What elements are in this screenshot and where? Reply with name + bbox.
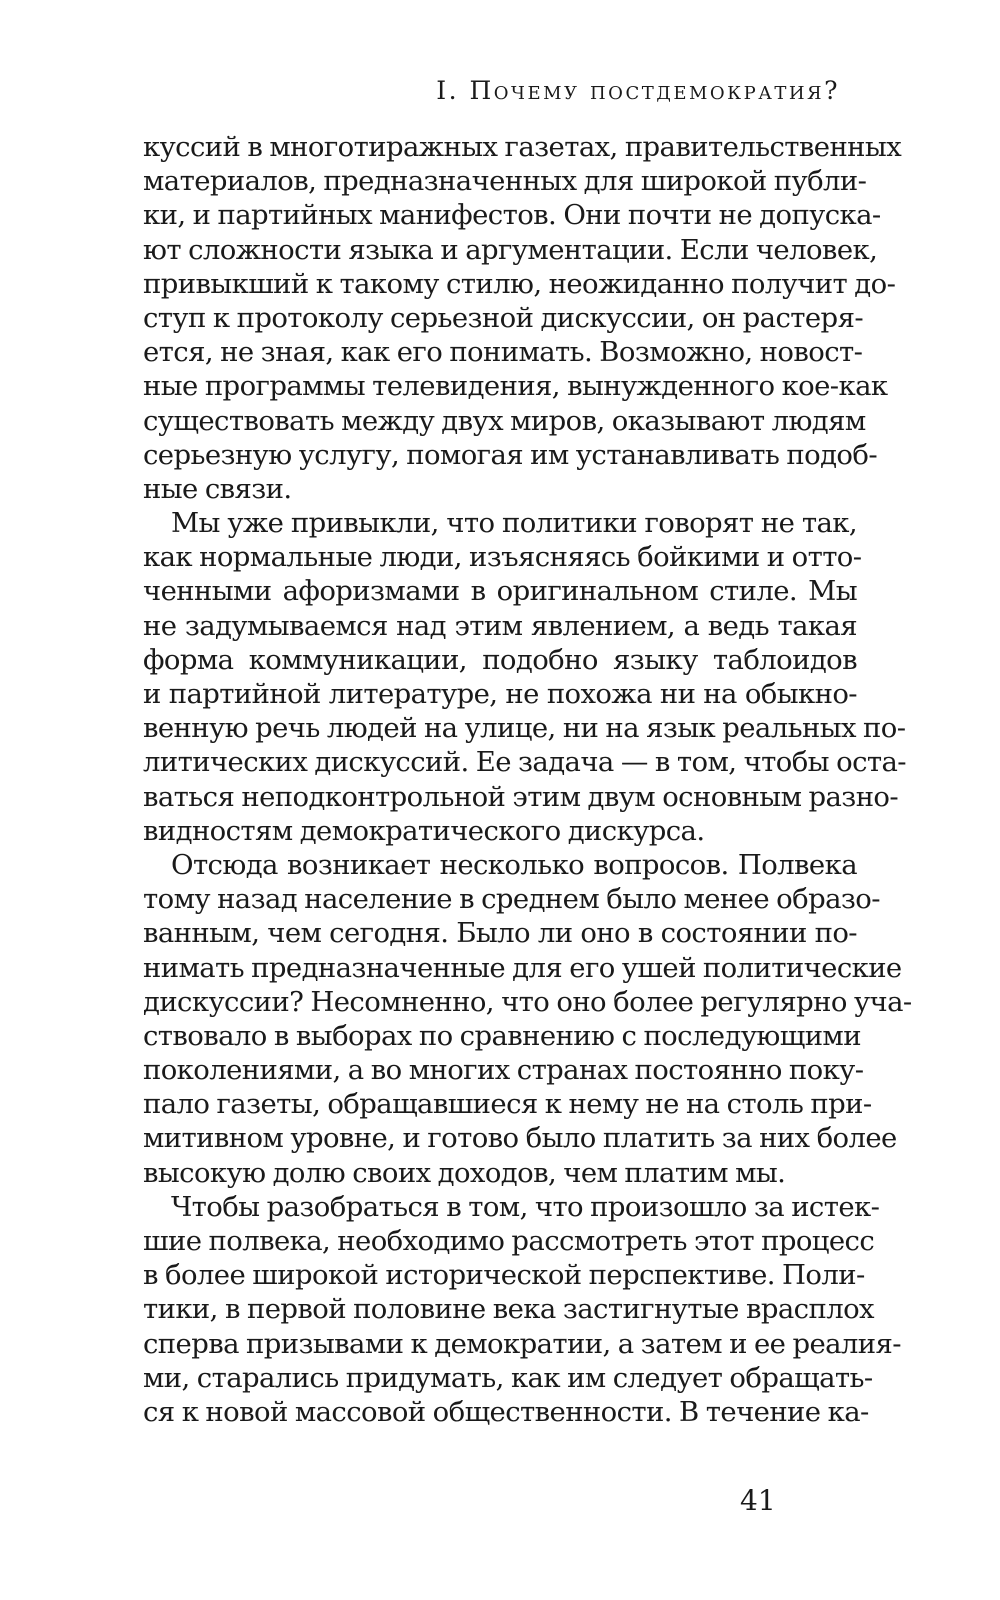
text-line: не задумываемся над этим явлением, а ведь такая: [143, 609, 857, 642]
text-line: литических дискуссий. Ее задача — в том, чтобы оста-: [143, 746, 906, 779]
text-line: ется, не зная, как его понимать. Возможно, новост-: [143, 336, 863, 369]
text-line: и партийной литературе, не похожа ни на обыкно-: [143, 678, 857, 710]
text-line: ступ к протоколу серьезной дискуссии, он растеря-: [143, 301, 864, 334]
text-line: венную речь людей на улице, ни на язык реальных по-: [143, 712, 906, 745]
text-line: ваться неподконтрольной этим двум основным разно-: [143, 780, 899, 813]
text-line: как нормальные люди, изъясняясь бойкими и отто-: [143, 541, 862, 574]
text-line: митивном уровне, и готово было платить за них более: [143, 1122, 897, 1155]
text-line: ки, и партийных манифестов. Они почти не допуска-: [143, 199, 881, 232]
text-line: Чтобы разобраться в том, что произошло за истек-: [171, 1190, 880, 1223]
text-line: нимать предназначенные для его ушей политические: [143, 951, 902, 984]
text-line: ют сложности языка и аргументации. Если человек,: [143, 233, 878, 266]
text-line: поколениями, а во многих странах постоянно поку-: [143, 1054, 864, 1087]
text-line: существовать между двух миров, оказывают людям: [143, 404, 866, 437]
text-line: форма коммуникации, подобно языку таблоидов: [143, 643, 857, 676]
text-line: Мы уже привыкли, что политики говорят не так,: [171, 507, 857, 540]
text-line: сперва призывами к демократии, а затем и ее реалия-: [143, 1327, 901, 1360]
text-line: ся к новой массовой общественности. В течение ка-: [143, 1395, 869, 1428]
text-line: пало газеты, обращавшиеся к нему не на столь при-: [143, 1088, 872, 1121]
text-line: ми, старались придумать, как им следует обращать-: [143, 1361, 873, 1394]
text-line: видностям демократического дискурса.: [143, 814, 705, 847]
text-line: ченными афоризмами в оригинальном стиле. Мы: [143, 575, 857, 608]
running-header: I. Почему постдемократия?: [436, 76, 840, 105]
text-line: ные программы телевидения, вынужденного кое-как: [143, 370, 888, 403]
text-line: тому назад население в среднем было менее образо-: [143, 883, 880, 916]
text-line: ванным, чем сегодня. Было ли оно в состоянии по-: [143, 917, 857, 950]
text-line: материалов, предназначенных для широкой публи-: [143, 165, 867, 198]
body-text: [143, 130, 912, 1429]
text-line: ные связи.: [143, 472, 292, 505]
text-line: в более широкой исторической перспективе. Поли-: [143, 1259, 865, 1292]
text-line: высокую долю своих доходов, чем платим мы.: [143, 1156, 786, 1189]
text-line: куссий в многотиражных газетах, правительственных: [143, 131, 902, 163]
text-line: Отсюда возникает несколько вопросов. Полвека: [171, 848, 857, 881]
page-number: 41: [740, 1484, 776, 1517]
text-line: шие полвека, необходимо рассмотреть этот процесс: [143, 1225, 875, 1257]
text-line: дискуссии? Несомненно, что оно более регулярно уча-: [143, 985, 912, 1018]
text-line: ствовало в выборах по сравнению с последующими: [143, 1019, 861, 1052]
text-line: привыкший к такому стилю, неожиданно получит до-: [143, 267, 896, 300]
text-line: тики, в первой половине века застигнутые врасплох: [143, 1293, 874, 1326]
text-line: серьезную услугу, помогая им устанавливать подоб-: [143, 438, 878, 471]
